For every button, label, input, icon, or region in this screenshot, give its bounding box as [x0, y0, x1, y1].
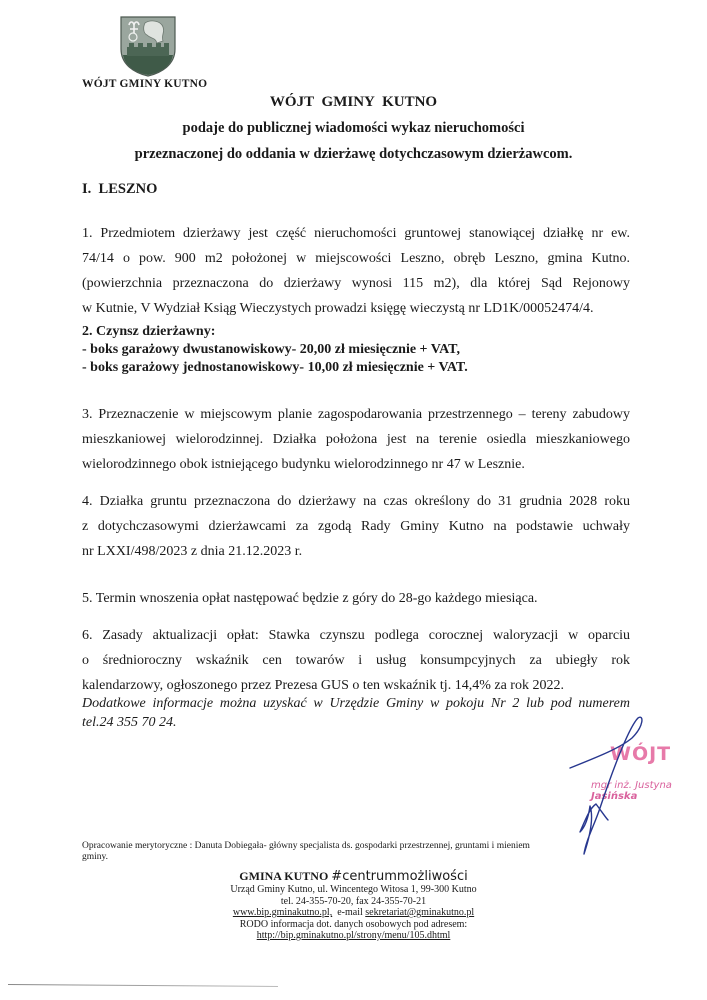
footer-phone: tel. 24-355-70-20, fax 24-355-70-21 — [280, 895, 427, 907]
paragraph-fee-update-rules — [82, 623, 630, 698]
coat-of-arms-icon — [117, 15, 179, 77]
document-title: WÓJT GMINY KUTNO — [269, 94, 438, 110]
footer-email-link[interactable]: sekretariat@gminakutno.pl — [365, 907, 475, 918]
footer-contact-block — [0, 869, 707, 942]
paragraph-payment-deadline — [82, 586, 630, 611]
section-heading — [82, 181, 157, 198]
footer-rodo-info: RODO informacja dot. danych osobowych pod adresem: — [239, 918, 468, 930]
footer-email-label: e-mail — [337, 907, 363, 918]
footer-brand-tag: #centrummożliwości — [331, 869, 468, 884]
rent-item: - boks garażowy dwustanowiskowy- 20,00 zł miesięcznie + VAT, — [82, 342, 460, 357]
paragraph-rent — [82, 323, 630, 377]
section-name: LESZNO — [98, 181, 158, 197]
footer-prepared-by-note: Opracowanie merytoryczne : Danuta Dobiegała- główny specjalista ds. gospodarki przestrzennej, gruntami i mieniem gminy. — [82, 841, 530, 862]
paragraph-zoning-purpose — [82, 402, 630, 477]
text-line: kalendarzowy, ogłoszonego przez Prezesa GUS o ten wskaźnik tj. 14,4% za rok 2022. — [82, 678, 564, 693]
text-line: 6. Zasady aktualizacji opłat: Stawka czynszu podlega corocznej waloryzacji w oparciu — [82, 628, 630, 643]
header-organization-name: WÓJT GMINY KUTNO — [82, 78, 208, 90]
text-line: (powierzchnia przeznaczona do dzierżawy wynosi 115 m2), dla której Sąd Rejonowy — [82, 276, 630, 291]
text-line: w Kutnie, V Wydział Ksiąg Wieczystych prowadzi księgę wieczystą nr LD1K/00052474/4. — [82, 301, 594, 316]
text-line: wielorodzinnego obok istniejącego budynku wielorodzinnego nr 47 w Lesznie. — [82, 457, 525, 472]
text-line: z dotychczasowymi dzierżawcami za zgodą Rady Gminy Kutno na podstawie uchwały — [82, 519, 630, 534]
stamp-title: WÓJT — [610, 743, 672, 765]
text-line: mieszkaniowej wielorodzinnej. Działka położona jest na terenie osiedla mieszkaniowego — [82, 432, 630, 447]
footer-rodo-link[interactable]: http://bip.gminakutno.pl/strony/menu/105.dhtml — [256, 930, 451, 941]
paragraph-additional-info — [82, 694, 630, 732]
text-line: Dodatkowe informacje można uzyskać w Urzędzie Gminy w pokoju Nr 2 lub pod numerem — [82, 696, 630, 711]
text-line: 5. Termin wnoszenia opłat następować będzie z góry do 28-go każdego miesiąca. — [82, 591, 538, 606]
handwritten-signature-icon — [560, 708, 670, 858]
rent-heading: 2. Czynsz dzierżawny: — [82, 324, 216, 339]
document-subtitle-line: podaje do publicznej wiadomości wykaz nieruchomości — [182, 120, 525, 136]
footer-brand-name: GMINA KUTNO — [239, 869, 329, 883]
text-line: o średnioroczny wskaźnik cen towarów i usług konsumpcyjnych za ubiegły rok — [82, 653, 630, 668]
footer-address: Urząd Gminy Kutno, ul. Wincentego Witosa 1, 99-300 Kutno — [230, 884, 477, 895]
footer-brand — [0, 869, 707, 884]
paragraph-lease-subject — [82, 221, 630, 321]
paragraph-lease-term — [82, 489, 630, 564]
rent-item: - boks garażowy jednostanowiskowy- 10,00 zł miesięcznie + VAT. — [82, 360, 468, 375]
stamp-name-prefix: mgr inż. Justyna — [591, 780, 672, 791]
stamp-name-surname: Jasińska — [591, 791, 638, 802]
document-subtitle-line: przeznaczonej do oddania w dzierżawę dotychczasowym dzierżawcom. — [134, 146, 573, 162]
text-line: 4. Działka gruntu przeznaczona do dzierżawy na czas określony do 31 grudnia 2028 roku — [82, 494, 630, 509]
text-line: tel.24 355 70 24. — [82, 715, 177, 730]
footer-web-email — [0, 907, 707, 919]
text-line: 74/14 o pow. 900 m2 położonej w miejscowości Leszno, obręb Leszno, gmina Kutno. — [82, 251, 630, 266]
text-line: nr LXXI/498/2023 z dnia 21.12.2023 r. — [82, 544, 303, 559]
footer-website-link[interactable]: www.bip.gminakutno.pl, — [232, 907, 333, 918]
text-line: 3. Przeznaczenie w miejscowym planie zagospodarowania przestrzennego – tereny zabudowy — [82, 407, 630, 422]
scan-artifact-line — [8, 984, 278, 987]
text-line: 1. Przedmiotem dzierżawy jest część nieruchomości gruntowej stanowiącej działkę nr ew. — [82, 226, 630, 241]
section-number: I. — [82, 181, 92, 197]
